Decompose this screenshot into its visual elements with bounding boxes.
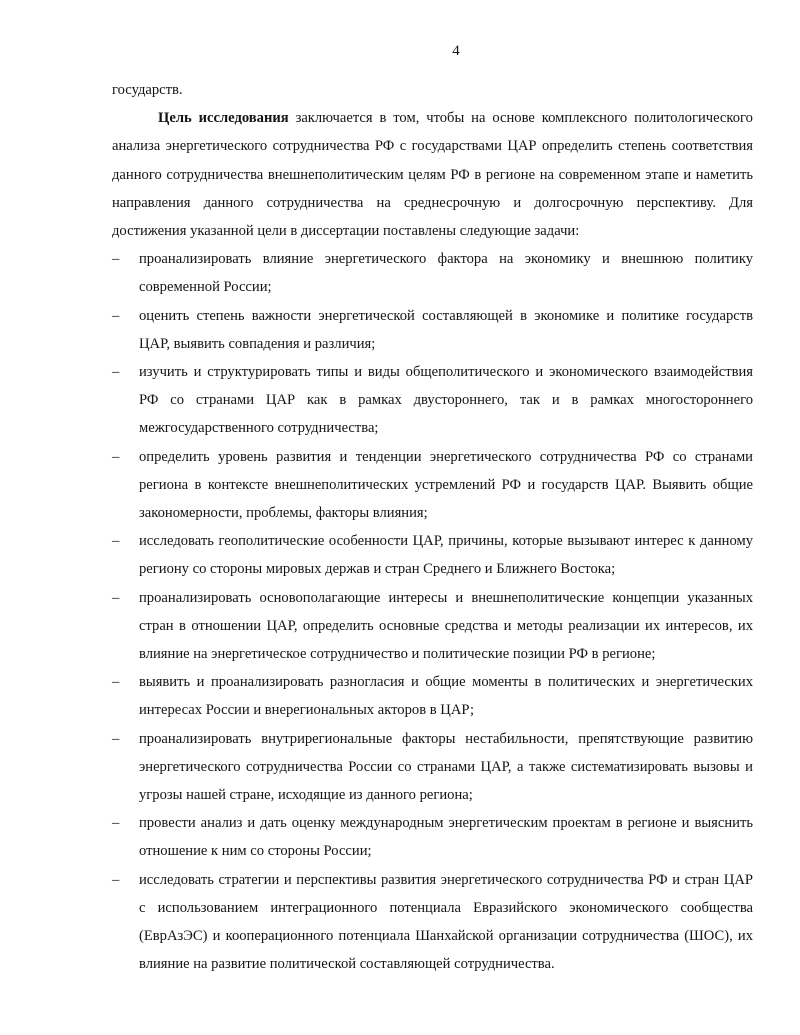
bullet-dash: – [112, 815, 120, 832]
task-text: оценить степень важности энергетической составляющей в экономике и политике государств ЦАР, выявить совпадения и различия; [139, 307, 753, 352]
task-item [112, 809, 753, 865]
task-item [112, 245, 753, 301]
task-item [112, 668, 753, 724]
task-text: выявить и проанализировать разногласия и общие моменты в политических и энергетических интересах России и внерегиональных акторов в ЦАР; [139, 674, 753, 719]
task-item [112, 725, 753, 810]
task-text: провести анализ и дать оценку международным энергетическим проектам в регионе и выяснить отношение к ним со стороны России; [139, 815, 753, 860]
task-item [112, 302, 753, 358]
bullet-dash: – [112, 674, 120, 691]
task-item [112, 584, 753, 669]
task-text: проанализировать влияние энергетического фактора на экономику и внешнюю политику современной России; [139, 251, 753, 296]
task-list [112, 245, 753, 978]
bullet-dash: – [112, 533, 120, 550]
goal-paragraph [112, 104, 753, 245]
task-item [112, 358, 753, 443]
task-text: исследовать стратегии и перспективы развития энергетического сотрудничества РФ и стран ЦАР с использованием интеграционного потенциала Евразийского экономического сообщества (ЕврАзЭС) и кооперационного потенциала Шанхайской организации сотрудничества (ШОС), их влияние на развитие политической составляющей сотрудничества. [139, 871, 753, 973]
bullet-dash: – [112, 730, 120, 747]
bullet-dash: – [112, 871, 120, 888]
task-item [112, 527, 753, 583]
intro-fragment: государств. [112, 82, 183, 98]
task-text: проанализировать внутрирегиональные факторы нестабильности, препятствующие развитию энергетического сотрудничества России со странами ЦАР, а также систематизировать вызовы и угрозы нашей стране, исходящие из данного региона; [139, 730, 753, 804]
bullet-dash: – [112, 307, 120, 324]
task-text: изучить и структурировать типы и виды общеполитического и экономического взаимодействия РФ со странами ЦАР как в рамках двустороннего, так и в рамках многостороннего межгосударственного сотрудничества; [139, 364, 753, 437]
task-item [112, 443, 753, 528]
bullet-dash: – [112, 589, 120, 606]
bullet-dash: – [112, 251, 120, 268]
task-text: определить уровень развития и тенденции энергетического сотрудничества РФ со странами региона в контексте внешнеполитических устремлений РФ и государств ЦАР. Выявить общие закономерности, проблемы, факторы влияния; [139, 448, 753, 522]
task-item [112, 866, 753, 979]
page-number: 4 [452, 43, 460, 59]
goal-lead: Цель исследования [158, 110, 289, 127]
page-body [112, 76, 753, 979]
task-text: проанализировать основополагающие интересы и внешнеполитические концепции указанных стран в отношении ЦАР, определить основные средства и методы реализации их интересов, их влияние на энергетическое сотрудничество и политические позиции РФ в регионе; [139, 589, 753, 663]
bullet-dash: – [112, 364, 120, 381]
bullet-dash: – [112, 448, 120, 465]
goal-text: заключается в том, чтобы на основе комплексного политологического анализа энергетического сотрудничества РФ с государствами ЦАР определить степень соответствия данного сотрудничества внешнеполитическим целям РФ в регионе на современном этапе и наметить направления данного сотрудничества на среднесрочную и долгосрочную перспективу. Для достижения указанной цели в диссертации поставлены следующие задачи: [112, 110, 753, 240]
task-text: исследовать геополитические особенности ЦАР, причины, которые вызывают интерес к данному региону со стороны мировых держав и стран Среднего и Ближнего Востока; [139, 533, 753, 578]
